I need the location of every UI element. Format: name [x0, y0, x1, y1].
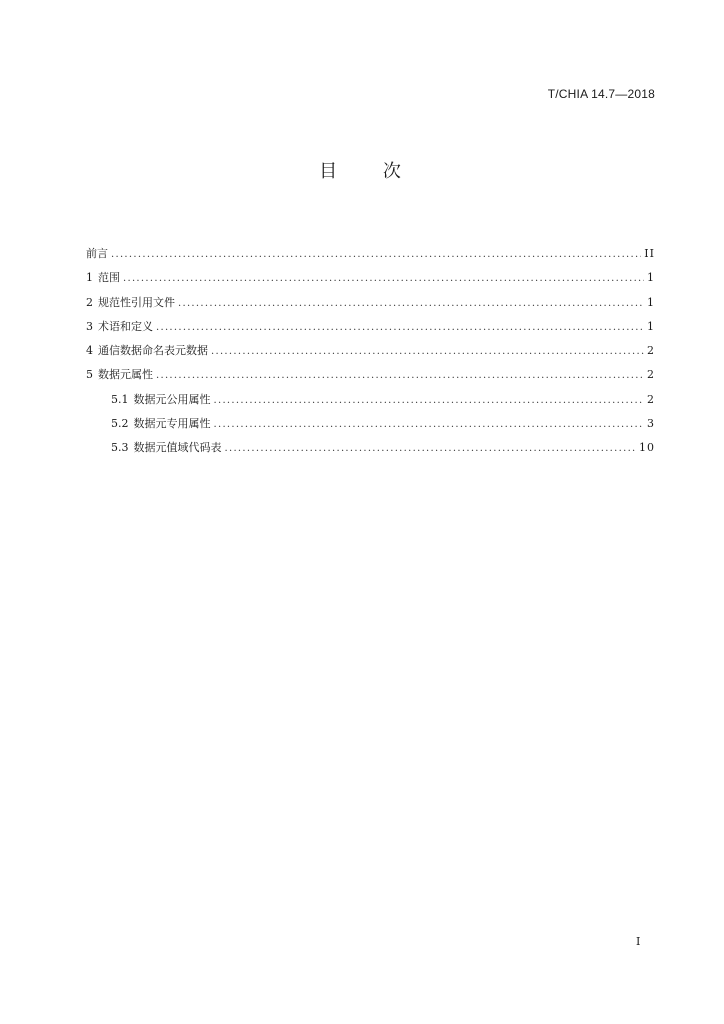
page-number: I: [636, 935, 641, 948]
document-code: T/CHIA 14.7—2018: [547, 87, 655, 101]
toc-entry-scope[interactable]: [86, 269, 655, 293]
toc-entry-data-element-attributes[interactable]: [86, 366, 655, 390]
toc-entry-label: 4 通信数据命名表元数据: [86, 344, 208, 358]
dot-leader: [214, 419, 645, 430]
toc-entry-page: 1: [647, 271, 655, 285]
toc-entry-page: 1: [647, 319, 655, 333]
dot-leader: [225, 443, 637, 454]
dot-leader: [211, 346, 644, 357]
toc-entry-normative-references[interactable]: [86, 294, 655, 318]
toc-entry-terms-definitions[interactable]: [86, 318, 655, 342]
toc-entry-label: 1 范围: [86, 271, 120, 285]
toc-entry-page: 2: [647, 392, 655, 406]
toc-entry-page: 2: [647, 344, 655, 358]
dot-leader: [123, 273, 644, 284]
toc-entry-label: 5.3 数据元值域代码表: [111, 441, 222, 455]
toc-entry-value-domain-code-table[interactable]: [86, 439, 655, 463]
toc-entry-label: 5 数据元属性: [86, 368, 153, 382]
dot-leader: [156, 370, 644, 381]
dot-leader: [214, 395, 645, 406]
dot-leader: [156, 322, 644, 333]
toc-entry-page: II: [644, 247, 655, 260]
dot-leader: [111, 249, 641, 260]
toc-entry-label: 5.1 数据元公用属性: [111, 392, 211, 406]
toc-entry-common-attributes[interactable]: [86, 391, 655, 415]
toc-entry-page: 2: [647, 368, 655, 382]
toc-title: 目 次: [319, 161, 421, 182]
toc-entry-foreword[interactable]: [86, 245, 655, 269]
toc-entry-page: 1: [647, 295, 655, 309]
toc-entry-specific-attributes[interactable]: [86, 415, 655, 439]
toc-entry-label: 5.2 数据元专用属性: [111, 417, 211, 431]
dot-leader: [178, 298, 644, 309]
toc-entry-naming-metadata[interactable]: [86, 342, 655, 366]
toc-entry-label: 2 规范性引用文件: [86, 295, 175, 309]
toc-entry-label: 3 术语和定义: [86, 319, 153, 333]
table-of-contents: [86, 245, 655, 464]
toc-entry-label: 前言: [86, 247, 108, 260]
toc-entry-page: 3: [647, 417, 655, 431]
toc-entry-page: 10: [639, 441, 655, 455]
